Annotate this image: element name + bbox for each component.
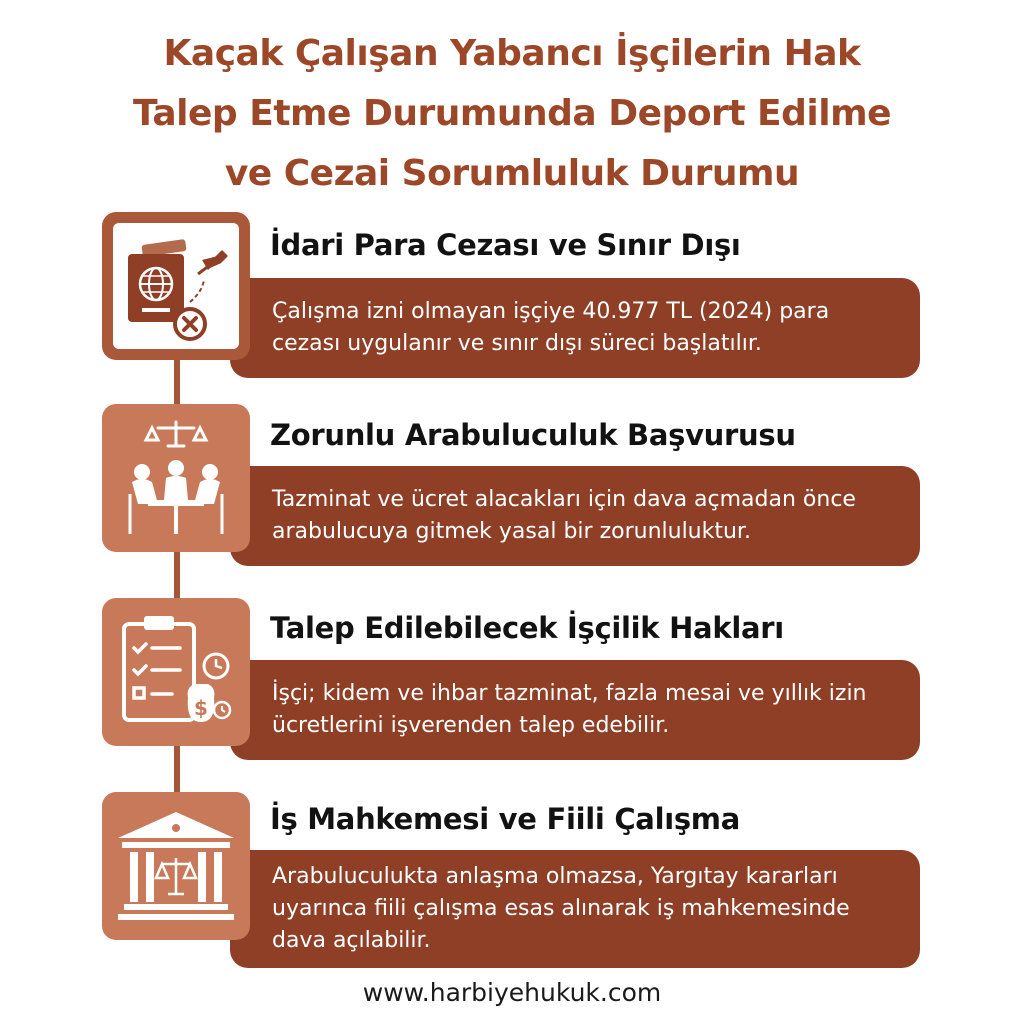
item-title: İdari Para Cezası ve Sınır Dışı (270, 228, 741, 262)
svg-text:$: $ (194, 696, 208, 720)
item-title: Zorunlu Arabuluculuk Başvurusu (270, 418, 796, 452)
mediation-scales-icon (102, 404, 250, 552)
item-description: Çalışma izni olmayan işçiye 40.977 TL (2024) para cezası uygulanır ve sınır dışı süreci başlatılır. (272, 299, 830, 356)
item-description-card (230, 466, 920, 566)
item-description: Arabuluculukta anlaşma olmazsa, Yargıtay kararları uyarınca fiili çalışma esas alınarak iş mahkemesinde dava açılabilir. (272, 864, 850, 953)
item-description: İşçi; kidem ve ihbar tazminat, fazla mesai ve yıllık izin ücretlerini işverenden talep edebilir. (272, 681, 867, 738)
courthouse-scales-icon (102, 792, 250, 940)
item-title: İş Mahkemesi ve Fiili Çalışma (270, 802, 740, 836)
item-title: Talep Edilebilecek İşçilik Hakları (270, 611, 784, 645)
title-line-3: ve Cezai Sorumluluk Durumu (224, 153, 800, 194)
item-description: Tazminat ve ücret alacakları için dava açmadan önce arabulucuya gitmek yasal bir zorunluluktur. (272, 487, 856, 544)
passport-plane-cancel-icon (102, 212, 250, 360)
title-line-1: Kaçak Çalışan Yabancı İşçilerin Hak (163, 33, 861, 74)
website-url[interactable]: www.harbiyehukuk.com (362, 978, 662, 1007)
checklist-money-icon (102, 598, 250, 746)
item-description-card (230, 850, 920, 968)
item-description-card (230, 660, 920, 760)
item-description-card (230, 278, 920, 378)
title-line-2: Talep Etme Durumunda Deport Edilme (132, 93, 892, 134)
page-title (40, 24, 984, 204)
